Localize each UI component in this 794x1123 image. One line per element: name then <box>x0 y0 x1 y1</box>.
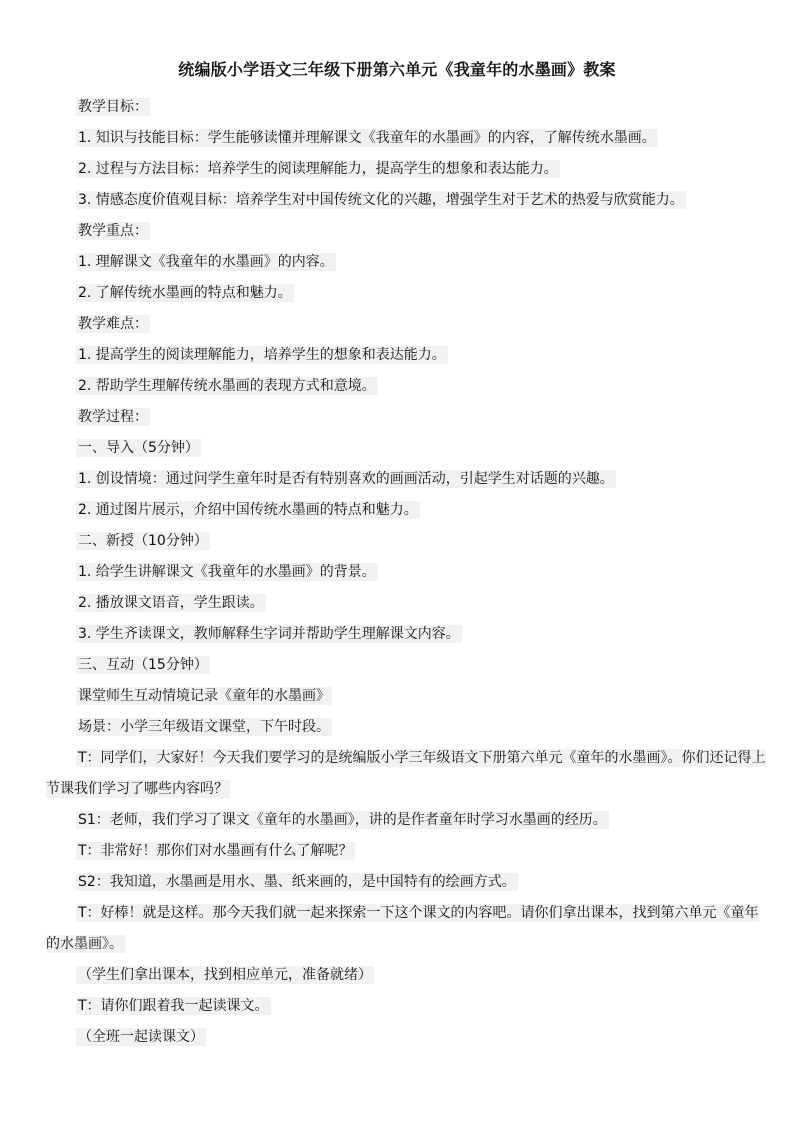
step-heading-interaction: 三、互动（15分钟） <box>78 657 208 673</box>
dialog-line: T：同学们，大家好！今天我们要学习的是统编版小学三年级语文下册第六单元《童年的水墨画》。你们还记得上节课我们学习了哪些内容吗？ <box>46 750 766 797</box>
step-heading-introduction: 一、导入（5分钟） <box>78 440 199 456</box>
introduction-item-1: 1. 创设情境：通过问学生童年时是否有特别喜欢的画画活动，引起学生对话题的兴趣。 <box>78 471 614 487</box>
section-heading-difficulties: 教学难点： <box>78 316 148 332</box>
key-point-item-1: 1. 理解课文《我童年的水墨画》的内容。 <box>78 254 334 270</box>
objective-item-2: 2. 过程与方法目标：培养学生的阅读理解能力，提高学生的想象和表达能力。 <box>78 161 558 177</box>
document-title: 统编版小学语文三年级下册第六单元《我童年的水墨画》教案 <box>178 60 616 79</box>
interaction-scene: 场景：小学三年级语文课堂，下午时段。 <box>78 719 330 735</box>
dialog-line: S1：老师，我们学习了课文《童年的水墨画》，讲的是作者童年时学习水墨画的经历。 <box>78 812 607 828</box>
introduction-item-2: 2. 通过图片展示，介绍中国传统水墨画的特点和魅力。 <box>78 502 418 518</box>
dialog-line: T：非常好！那你们对水墨画有什么了解呢？ <box>78 843 353 859</box>
difficulty-item-1: 1. 提高学生的阅读理解能力，培养学生的想象和表达能力。 <box>78 347 446 363</box>
objective-item-1: 1. 知识与技能目标：学生能够读懂并理解课文《我童年的水墨画》的内容，了解传统水墨画。 <box>78 130 656 146</box>
objective-item-3: 3. 情感态度价值观目标：培养学生对中国传统文化的兴趣，增强学生对于艺术的热爱与欣赏能力。 <box>78 192 684 208</box>
new-lesson-item-1: 1. 给学生讲解课文《我童年的水墨画》的背景。 <box>78 564 376 580</box>
dialog-line: S2：我知道，水墨画是用水、墨、纸来画的，是中国特有的绘画方式。 <box>78 874 516 890</box>
difficulty-item-2: 2. 帮助学生理解传统水墨画的表现方式和意境。 <box>78 378 376 394</box>
document-body <box>46 92 766 1053</box>
new-lesson-item-2: 2. 播放课文语音，学生跟读。 <box>78 595 264 611</box>
key-point-item-2: 2. 了解传统水墨画的特点和魅力。 <box>78 285 292 301</box>
step-heading-new-lesson: 二、新授（10分钟） <box>78 533 208 549</box>
dialog-note: （学生们拿出课本，找到相应单元，准备就绪） <box>78 967 372 983</box>
section-heading-objectives: 教学目标： <box>78 99 148 115</box>
dialog-line: T：好棒！就是这样。那今天我们就一起来探索一下这个课文的内容吧。请你们拿出课本，找到第六单元《童年的水墨画》。 <box>46 905 759 952</box>
dialog-note: （全班一起读课文） <box>78 1029 204 1045</box>
new-lesson-item-3: 3. 学生齐读课文，教师解释生字词并帮助学生理解课文内容。 <box>78 626 460 642</box>
dialog-line: T：请你们跟着我一起读课文。 <box>78 998 269 1014</box>
section-heading-key-points: 教学重点： <box>78 223 148 239</box>
section-heading-process: 教学过程： <box>78 409 148 425</box>
interaction-record-title: 课堂师生互动情境记录《童年的水墨画》 <box>78 688 330 704</box>
